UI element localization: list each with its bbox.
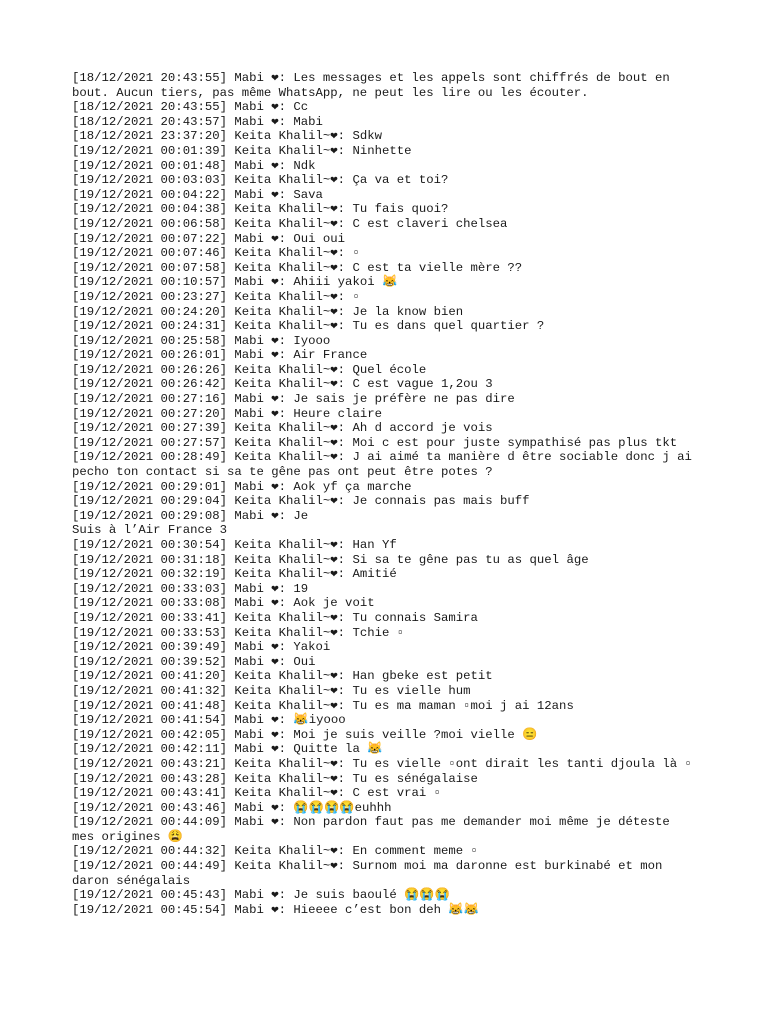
message-line: [19/12/2021 00:07:58] Keita Khalil~❤: C est ta vielle mère ??: [72, 260, 523, 275]
message-line: [19/12/2021 00:41:20] Keita Khalil~❤: Han gbeke est petit: [72, 669, 493, 684]
message-line: [19/12/2021 00:27:16] Mabi ❤: Je sais je préfère ne pas dire: [72, 392, 515, 407]
message-line: [19/12/2021 00:07:22] Mabi ❤: Oui oui: [72, 231, 346, 246]
message-line: [19/12/2021 00:28:49] Keita Khalil~❤: J ai aimé ta manière d être sociable donc j ai pecho ton contact si sa te gêne pas ont peut être potes ?: [72, 450, 700, 480]
message-line: [18/12/2021 20:43:55] Mabi ❤: Les messages et les appels sont chiffrés de bout en bout. Aucun tiers, pas même WhatsApp, ne peut les lire ou les écouter.: [72, 71, 678, 100]
message-line: [19/12/2021 00:25:58] Mabi ❤: Iyooo: [72, 333, 331, 348]
message-line: [19/12/2021 00:27:20] Mabi ❤: Heure claire: [72, 406, 382, 421]
message-line: [19/12/2021 00:07:46] Keita Khalil~❤: ▫: [72, 246, 360, 261]
message-line: [19/12/2021 00:39:49] Mabi ❤: Yakoi: [72, 640, 331, 655]
message-line: [19/12/2021 00:31:18] Keita Khalil~❤: Si sa te gêne pas tu as quel âge: [72, 552, 589, 567]
message-line: [19/12/2021 00:24:31] Keita Khalil~❤: Tu es dans quel quartier ?: [72, 319, 545, 334]
message-line: [19/12/2021 00:43:28] Keita Khalil~❤: Tu es sénégalaise: [72, 771, 478, 786]
message-line: [19/12/2021 00:41:54] Mabi ❤: 😹iyooo: [72, 713, 346, 728]
message-line: [18/12/2021 20:43:55] Mabi ❤: Cc: [72, 100, 309, 115]
message-line: [18/12/2021 23:37:20] Keita Khalil~❤: Sdkw: [72, 129, 382, 144]
message-line: [19/12/2021 00:24:20] Keita Khalil~❤: Je la know bien: [72, 304, 464, 319]
message-line: [19/12/2021 00:23:27] Keita Khalil~❤: ▫: [72, 289, 360, 304]
message-line: [19/12/2021 00:26:01] Mabi ❤: Air France: [72, 348, 368, 363]
chat-transcript: [72, 71, 700, 917]
message-line: [19/12/2021 00:42:05] Mabi ❤: Moi je suis veille ?moi vielle 😑: [72, 727, 538, 742]
message-line: [19/12/2021 00:04:22] Mabi ❤: Sava: [72, 187, 323, 202]
message-line: [19/12/2021 00:29:01] Mabi ❤: Aok yf ça marche: [72, 479, 412, 494]
message-line: [19/12/2021 00:29:04] Keita Khalil~❤: Je connais pas mais buff: [72, 494, 530, 509]
message-line: [19/12/2021 00:30:54] Keita Khalil~❤: Han Yf: [72, 538, 397, 552]
message-line: [19/12/2021 00:43:21] Keita Khalil~❤: Tu es vielle ▫ont dirait les tanti djoula là ▫: [72, 756, 692, 771]
message-line: [19/12/2021 00:45:43] Mabi ❤: Je suis baoulé 😭😭😭: [72, 888, 451, 903]
message-line: [19/12/2021 00:43:46] Mabi ❤: 😭😭😭😭euhhh: [72, 800, 392, 815]
message-line: [19/12/2021 00:27:57] Keita Khalil~❤: Moi c est pour juste sympathisé pas plus tkt: [72, 435, 678, 450]
message-line: [19/12/2021 00:29:08] Mabi ❤: Je Suis à l’Air France 3: [72, 508, 309, 538]
message-line: [19/12/2021 00:10:57] Mabi ❤: Ahiii yakoi 😹: [72, 275, 398, 290]
message-line: [19/12/2021 00:42:11] Mabi ❤: Quitte la 😹: [72, 742, 383, 757]
message-line: [19/12/2021 00:26:26] Keita Khalil~❤: Quel école: [72, 362, 427, 377]
message-line: [19/12/2021 00:27:39] Keita Khalil~❤: Ah d accord je vois: [72, 421, 493, 436]
message-line: [19/12/2021 00:03:03] Keita Khalil~❤: Ça va et toi?: [72, 173, 449, 188]
message-line: [19/12/2021 00:33:53] Keita Khalil~❤: Tchie ▫: [72, 625, 405, 640]
message-line: [19/12/2021 00:26:42] Keita Khalil~❤: C est vague 1,2ou 3: [72, 377, 493, 392]
message-line: [19/12/2021 00:01:48] Mabi ❤: Ndk: [72, 158, 316, 173]
message-line: [19/12/2021 00:41:48] Keita Khalil~❤: Tu es ma maman ▫moi j ai 12ans: [72, 698, 574, 713]
message-line: [19/12/2021 00:44:49] Keita Khalil~❤: Surnom moi ma daronne est burkinabé et mon daron sénégalais: [72, 859, 670, 888]
message-line: [19/12/2021 00:45:54] Mabi ❤: Hieeee c’est bon deh 😹😹: [72, 902, 479, 917]
message-line: [19/12/2021 00:33:03] Mabi ❤: 19: [72, 581, 309, 596]
message-line: [19/12/2021 00:41:32] Keita Khalil~❤: Tu es vielle hum: [72, 683, 471, 698]
message-line: [18/12/2021 20:43:57] Mabi ❤: Mabi: [72, 114, 323, 129]
message-line: [19/12/2021 00:06:58] Keita Khalil~❤: C est claveri chelsea: [72, 216, 508, 231]
message-line: [19/12/2021 00:44:32] Keita Khalil~❤: En comment meme ▫: [72, 844, 478, 859]
message-line: [19/12/2021 00:43:41] Keita Khalil~❤: C est vrai ▫: [72, 786, 441, 801]
message-line: [19/12/2021 00:04:38] Keita Khalil~❤: Tu fais quoi?: [72, 202, 449, 217]
message-line: [19/12/2021 00:32:19] Keita Khalil~❤: Amitié: [72, 567, 397, 582]
message-line: [19/12/2021 00:33:08] Mabi ❤: Aok je voit: [72, 596, 375, 611]
message-line: [19/12/2021 00:39:52] Mabi ❤: Oui: [72, 654, 316, 669]
message-line: [19/12/2021 00:33:41] Keita Khalil~❤: Tu connais Samira: [72, 610, 478, 625]
message-line: [19/12/2021 00:44:09] Mabi ❤: Non pardon faut pas me demander moi même je déteste mes origines 😩: [72, 815, 678, 844]
message-line: [19/12/2021 00:01:39] Keita Khalil~❤: Ninhette: [72, 143, 412, 158]
